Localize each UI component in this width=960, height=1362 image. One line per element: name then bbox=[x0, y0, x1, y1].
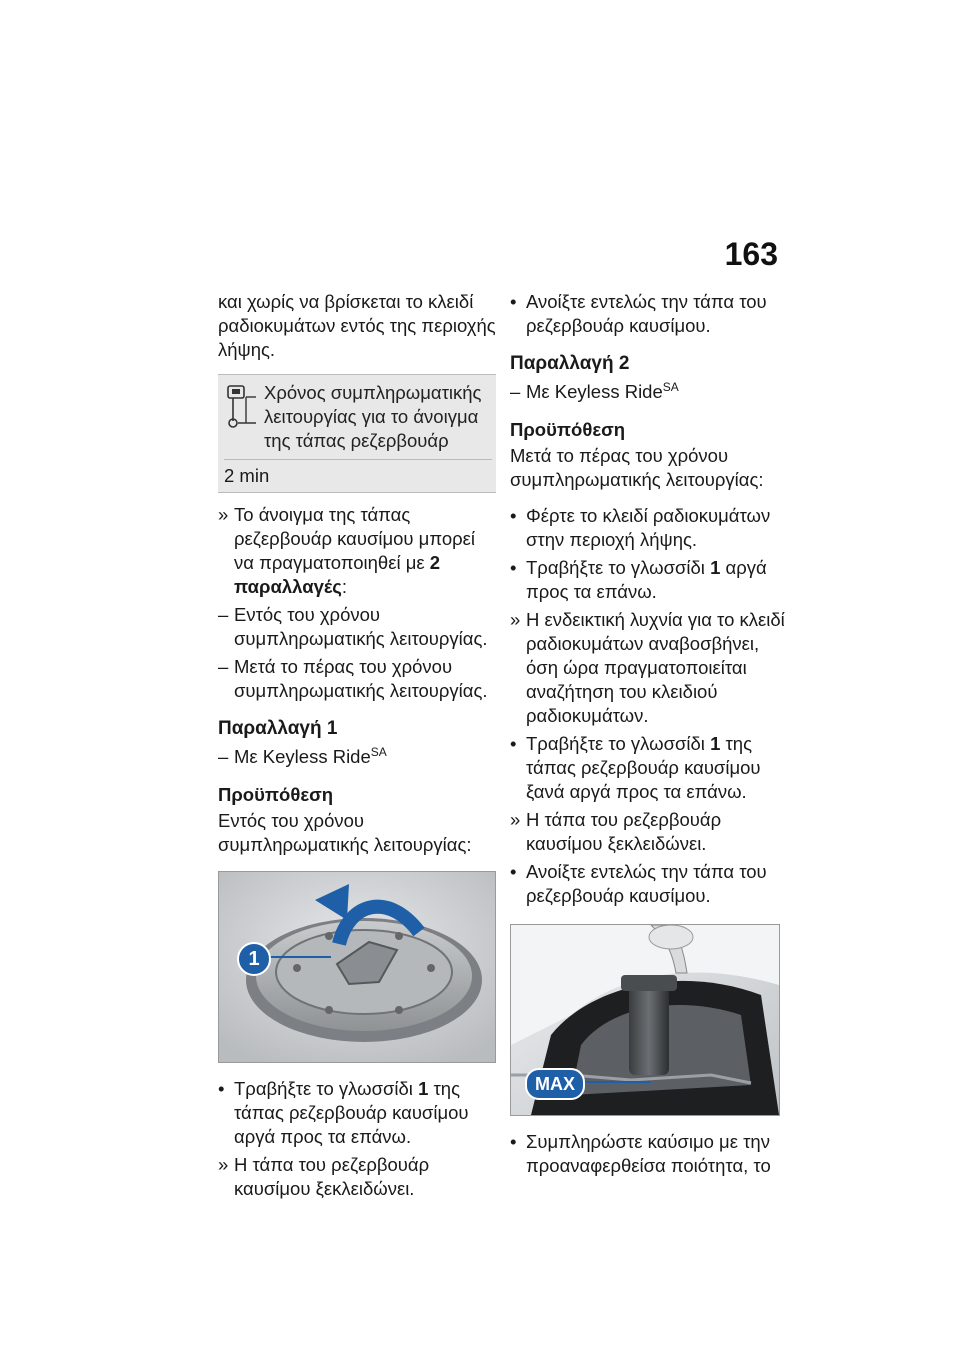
prerequisite-text: Εντός του χρόνου συμπληρωματικής λειτουργίας: bbox=[218, 810, 472, 855]
step-text: Ανοίξτε εντελώς την τάπα του ρεζερβουάρ καυσίμου. bbox=[526, 861, 767, 906]
variant-2-option bbox=[510, 380, 788, 404]
step-marker: » bbox=[510, 809, 521, 830]
step-item bbox=[218, 1153, 496, 1201]
step-bold: 1 bbox=[710, 557, 721, 578]
intro-paragraph: και χωρίς να βρίσκεται το κλειδί ραδιοκυμάτων εντός της περιοχής λήψης. bbox=[218, 291, 496, 360]
step-item bbox=[510, 608, 788, 728]
step-marker: • bbox=[510, 733, 517, 754]
step-item bbox=[510, 860, 788, 908]
dash-text: Μετά το πέρας του χρόνου συμπληρωματικής λειτουργίας. bbox=[234, 656, 488, 701]
dash-item bbox=[218, 655, 496, 703]
prerequisite-heading: Προϋπόθεση bbox=[218, 784, 334, 805]
result-text: Το άνοιγμα της τάπας ρεζερβουάρ καυσίμου μπορεί να πραγματοποιηθεί με bbox=[234, 504, 476, 573]
variant-2-heading: Παραλλαγή 2 bbox=[510, 353, 630, 374]
step-item bbox=[510, 504, 788, 552]
info-box bbox=[218, 374, 496, 493]
right-column bbox=[510, 290, 788, 1182]
option-sup: SA bbox=[370, 744, 387, 759]
page-number: 163 bbox=[724, 236, 778, 272]
callout-1: 1 bbox=[237, 942, 271, 976]
step-marker: • bbox=[218, 1078, 225, 1099]
left-column bbox=[218, 290, 496, 1205]
option-sup: SA bbox=[662, 379, 679, 394]
step-text: Η τάπα του ρεζερβουάρ καυσίμου ξεκλειδώνει. bbox=[234, 1154, 430, 1199]
fuel-filler-figure bbox=[510, 924, 780, 1116]
dash-marker: – bbox=[218, 746, 229, 767]
info-box-value: 2 min bbox=[224, 459, 492, 488]
step-item bbox=[218, 1077, 496, 1149]
keyless-timer-icon bbox=[224, 383, 258, 431]
dash-text: Εντός του χρόνου συμπληρωματικής λειτουργίας. bbox=[234, 604, 488, 649]
step-text: Τραβήξτε το γλωσσίδι bbox=[526, 733, 711, 754]
result-bold: 2 παραλλαγές bbox=[234, 552, 441, 597]
info-box-label: Χρόνος συμπληρωματικής λειτουργίας για το άνοιγμα της τάπας ρεζερβουάρ bbox=[264, 382, 482, 451]
prerequisite-heading: Προϋπόθεση bbox=[510, 419, 626, 440]
step-marker: » bbox=[510, 609, 521, 630]
step-marker: • bbox=[510, 291, 517, 312]
step-text-after: της τάπας ρεζερβουάρ καυσίμου ξανά αργά προς τα επάνω. bbox=[526, 733, 761, 802]
option-text: Με Keyless Ride bbox=[234, 746, 371, 767]
step-marker: • bbox=[510, 861, 517, 882]
dash-marker: – bbox=[510, 381, 521, 402]
step-text-after: αργά προς τα επάνω. bbox=[526, 557, 767, 602]
step-text: Συμπληρώστε καύσιμο με την προαναφερθείσα ποιότητα, το bbox=[526, 1131, 771, 1176]
dash-marker: – bbox=[218, 656, 229, 677]
step-item bbox=[510, 290, 788, 338]
step-text: Φέρτε το κλειδί ραδιοκυμάτων στην περιοχή λήψης. bbox=[526, 505, 771, 550]
step-text: Η ενδεικτική λυχνία για το κλειδί ραδιοκυμάτων αναβοσβήνει, όση ώρα πραγματοποιείται αναζήτηση του κλειδιού ραδιοκυμάτων. bbox=[526, 609, 785, 726]
option-text: Με Keyless Ride bbox=[526, 381, 663, 402]
variant-1-heading: Παραλλαγή 1 bbox=[218, 718, 338, 739]
dash-item bbox=[218, 603, 496, 651]
step-text: Ανοίξτε εντελώς την τάπα του ρεζερβουάρ καυσίμου. bbox=[526, 291, 767, 336]
step-text: Τραβήξτε το γλωσσίδι bbox=[526, 557, 711, 578]
result-text-after: : bbox=[341, 576, 347, 597]
step-bold: 1 bbox=[418, 1078, 429, 1099]
step-text: Η τάπα του ρεζερβουάρ καυσίμου ξεκλειδώνει. bbox=[526, 809, 722, 854]
step-text: Τραβήξτε το γλωσσίδι bbox=[234, 1078, 419, 1099]
dash-marker: – bbox=[218, 604, 229, 625]
step-marker: » bbox=[218, 1154, 229, 1175]
fuel-cap-figure bbox=[218, 871, 496, 1063]
step-marker: • bbox=[510, 1131, 517, 1152]
step-item bbox=[510, 1130, 788, 1178]
variant-1-option bbox=[218, 745, 496, 769]
result-marker: » bbox=[218, 504, 229, 525]
prerequisite-text: Μετά το πέρας του χρόνου συμπληρωματικής λειτουργίας: bbox=[510, 445, 764, 490]
step-item bbox=[510, 556, 788, 604]
step-marker: • bbox=[510, 557, 517, 578]
step-text-after: της τάπας ρεζερβουάρ καυσίμου αργά προς τα επάνω. bbox=[234, 1078, 469, 1147]
max-label: MAX bbox=[525, 1068, 585, 1100]
step-bold: 1 bbox=[710, 733, 721, 754]
step-item bbox=[510, 808, 788, 856]
step-marker: • bbox=[510, 505, 517, 526]
step-item bbox=[510, 732, 788, 804]
result-item bbox=[218, 503, 496, 599]
